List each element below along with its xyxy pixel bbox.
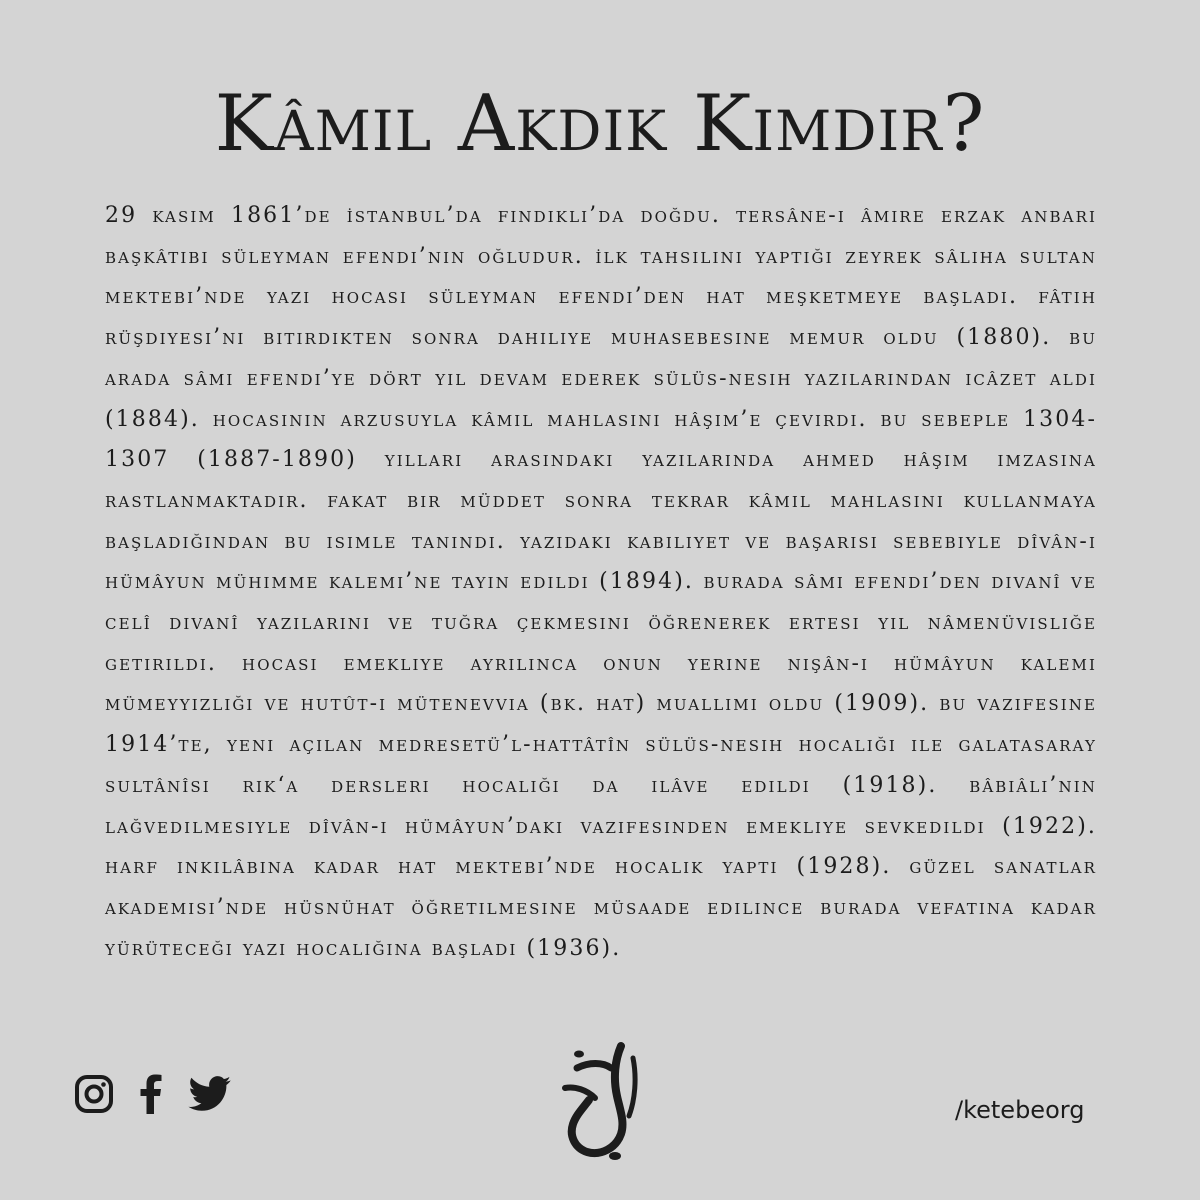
biography-text: 29 kasım 1861’de i̇stanbul’da fındıklı’da doğdu. tersâne-i âmire erzak anbarı başkâtibi süleyman efendi’nin oğludur. i̇lk tahsilini yaptığı zeyrek sâliha sultan mektebi’nde yazı hocası süleyman efendi’den hat meşketmeye başladı. fâtih rüşdiyesi’ni bitirdikten sonra dahiliye muhasebesine memur oldu (1880). bu arada sâmi efendi’ye dört yıl devam ederek sülüs-nesih yazılarından icâzet aldı (1884). hocasının arzusuyla kâmil mahlasını hâşim’e çevirdi. bu sebeple 1304-1307 (1887-1890) yılları arasındaki yazılarında ahmed hâşim imzasına rastlanmaktadır. fakat bir müddet sonra tekrar kâmil mahlasını kullanmaya başladığından bu isimle tanındı. yazıdaki kabiliyet ve başarısı sebebiyle dîvân-ı hümâyun mühimme kalemi’ne tayin edildi (1894). burada sâmi efendi’den divanî ve celî divanî yazılarını ve tuğra çekmesini öğrenerek ertesi yıl nâmenüvisliğe getirildi. hocası emekliye ayrılınca onun yerine nişân-ı hümâyun kalemi mümeyyizliği ve hutût-ı mütenevvia (bk. hat) muallimi oldu (1909). bu vazifesine 1914’te, yeni açılan medresetü’l-hattâtîn sülüs-nesih hocalığı ile galatasaray sultânîsi rik‘a dersleri hocalığı da ilâve edildi (1918). bâbıâli’nin lağvedilmesiyle dîvân-ı hümâyun’daki vazifesinden emekliye sevkedildi (1922). harf inkılâbına kadar hat mektebi’nde hocalık yaptı (1928). güzel sanatlar akademisi’nde hüsnühat öğretilmesine müsaade edilince burada vefatına kadar yürüteceği yazı hocalığına başladı (1936). [105,203,1097,961]
twitter-icon[interactable] [188,1076,232,1112]
social-links [74,1074,232,1114]
ketebe-logo-icon [555,1038,645,1168]
facebook-icon[interactable] [140,1074,162,1114]
page-title: Kâmil Akdik Kimdir? [214,79,986,169]
social-handle[interactable]: /ketebeorg [955,1096,1085,1124]
instagram-icon[interactable] [74,1074,114,1114]
